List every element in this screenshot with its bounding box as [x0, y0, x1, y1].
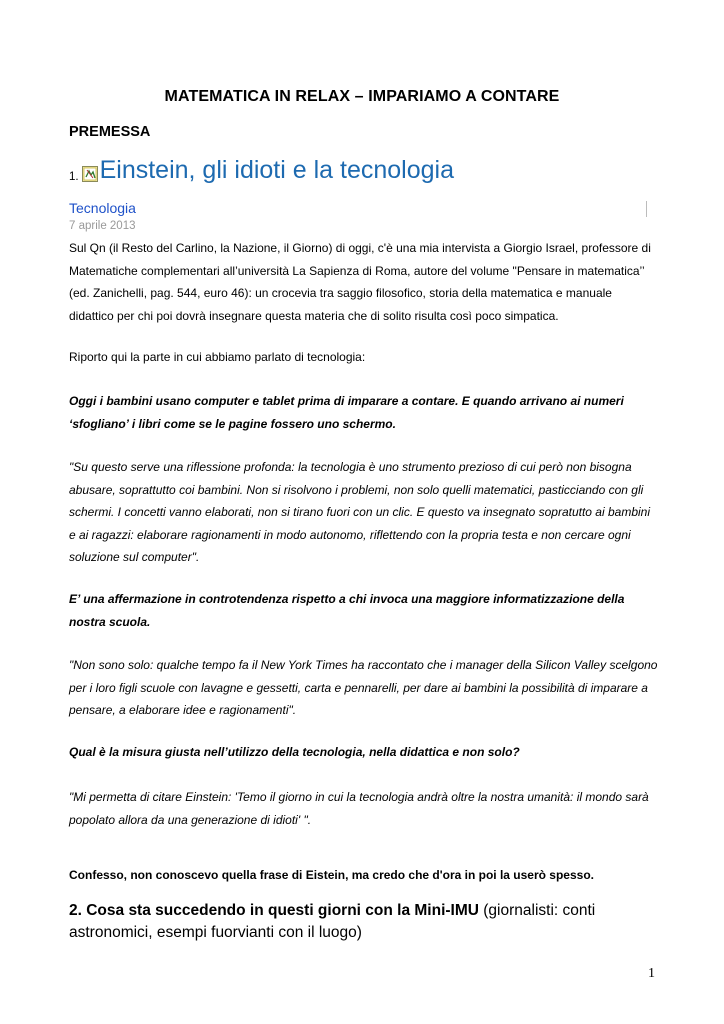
- broken-image-icon: [82, 166, 98, 182]
- category-link[interactable]: Tecnologia: [69, 200, 136, 216]
- article-number: 1.: [69, 171, 79, 183]
- section-2-title: 2. Cosa sta succedendo in questi giorni con la Mini-IMU: [69, 902, 479, 919]
- section-2-heading: [69, 900, 669, 944]
- answer-2: "Non sono solo: qualche tempo fa il New York Times ha raccontato che i manager della Silicon Valley scelgono per i loro figli scuole con lavagne e gessetti, carta e pennarelli, per dare ai bambini la possibilità di imparare a pensare, a elaborare idee e ragionamenti".: [69, 658, 658, 717]
- question-2: E’ una affermazione in controtendenza rispetto a chi invoca una maggiore informatizzazione della nostra scuola.: [69, 592, 625, 629]
- document-title: MATEMATICA IN RELAX – IMPARIAMO A CONTARE: [164, 88, 560, 105]
- section-2-subtitle: (giornalisti: conti astronomici, esempi fuorvianti con il luogo): [69, 902, 596, 941]
- intro-paragraph: Sul Qn (il Resto del Carlino, la Nazione, il Giorno) di oggi, c'è una mia intervista a Giorgio Israel, professore di Matematiche complementari all’università La Sapienza di Roma, autore del volume "Pensare in matematica’’ (ed. Zanichelli, pag. 544, euro 46): un crocevia tra saggio filosofico, storia della matematica e manuale didattico per chi poi dovrà insegnare questa materia che di solito risulta così poco simpatica.: [69, 241, 651, 323]
- question-3: Qual è la misura giusta nell’utilizzo della tecnologia, nella didattica e non solo?: [69, 745, 520, 759]
- article-heading-row: [69, 155, 454, 185]
- question-1: Oggi i bambini usano computer e tablet prima di imparare a contare. E quando arrivano ai numeri ‘sfogliano’ i libri come se le pagine fossero uno schermo.: [69, 394, 624, 431]
- article-heading-link[interactable]: Einstein, gli idioti e la tecnologia: [99, 156, 454, 184]
- article-date: 7 aprile 2013: [69, 220, 136, 232]
- riporto-paragraph: Riporto qui la parte in cui abbiamo parlato di tecnologia:: [69, 350, 366, 364]
- confesso-paragraph: Confesso, non conoscevo quella frase di Eistein, ma credo che d'ora in poi la userò spesso.: [69, 868, 594, 882]
- answer-1: "Su questo serve una riflessione profonda: la tecnologia è uno strumento prezioso di cui però non bisogna abusare, soprattutto coi bambini. Non si risolvono i problemi, non solo quelli matematici, pasticciando con gli schermi. I concetti vanno elaborati, non si tirano fuori con un clic. E questo va insegnato sopratutto ai bambini e ai ragazzi: elaborare ragionamenti in modo autonomo, riflettendo con la propria testa e non cercare ogni soluzione sul computer".: [69, 460, 650, 564]
- page-number: 1: [648, 966, 655, 981]
- answer-3: "Mi permetta di citare Einstein: 'Temo il giorno in cui la tecnologia andrà oltre la nostra umanità: il mondo sarà popolato allora da una generazione di idioti' ".: [69, 790, 649, 827]
- divider: [646, 201, 647, 217]
- premessa-heading: PREMESSA: [69, 124, 151, 140]
